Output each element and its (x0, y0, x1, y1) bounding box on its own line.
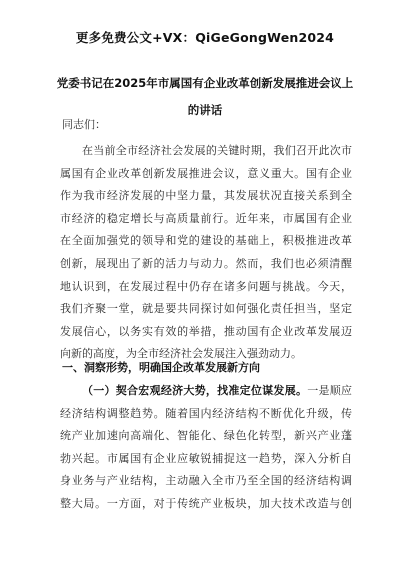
salutation: 同志们： (62, 118, 106, 131)
paragraph-line: 在全面加强党的领导和党的建设的基础上，积极推进改革 (60, 234, 352, 248)
paragraph-line: 属国有企业改革创新发展推进会议，意义重大。国有企业 (60, 166, 352, 180)
paragraph-line: 发展信心，以务实有效的举措，推动国有企业改革发展迈 (60, 324, 352, 338)
title-line-1: 党委书记在2025年市属国有企业改革创新发展推进会议上 (56, 76, 354, 90)
paragraph-line: 经济结构调整趋势。随着国内经济结构不断优化升级，传 (60, 406, 352, 420)
title-line-2: 的讲话 (187, 103, 223, 117)
paragraph-line: 创新，展现出了新的活力与动力。然而，我们也必须清醒 (60, 256, 352, 270)
subsection-heading: （一）契合宏观经济大势，找准定位谋发展。 (82, 384, 308, 397)
paragraph-line: 地认识到，在发展过程中仍存在诸多问题与挑战。今天， (60, 279, 352, 293)
paragraph-line: 作为我市经济发展的中坚力量，其发展状况直接关系到全 (60, 189, 352, 203)
paragraph-line: 整大局。一方面，对于传统产业板块，加大技术改造与创 (60, 496, 352, 510)
paragraph-line: 统产业加速向高端化、智能化、绿色化转型，新兴产业蓬 (60, 429, 352, 443)
paragraph-line (60, 380, 352, 403)
paragraph-run: 一是顺应 (307, 384, 353, 397)
paragraph-line: 市经济的稳定增长与高质量前行。近年来，市属国有企业 (60, 211, 352, 225)
paragraph-line: 在当前全市经济社会发展的关键时期，我们召开此次市 (82, 144, 352, 157)
paragraph-line: 勃兴起。市属国有企业应敏锐捕捉这一趋势，深入分析自 (60, 451, 352, 465)
section-heading: 一、洞察形势，明确国企改革发展新方向 (62, 361, 260, 374)
paragraph-line: 我们齐聚一堂，就是要共同探讨如何强化责任担当，坚定 (60, 302, 352, 316)
promo-header: 更多免费公文+VX：QiGeGongWen2024 (75, 30, 335, 45)
paragraph-line: 向新的高度，为全市经济社会发展注入强劲动力。 (60, 347, 302, 361)
paragraph-intro (60, 140, 352, 366)
paragraph-section-1 (60, 380, 352, 516)
paragraph-line: 身业务与产业结构，主动融入全市乃至全国的经济结构调 (60, 474, 352, 488)
